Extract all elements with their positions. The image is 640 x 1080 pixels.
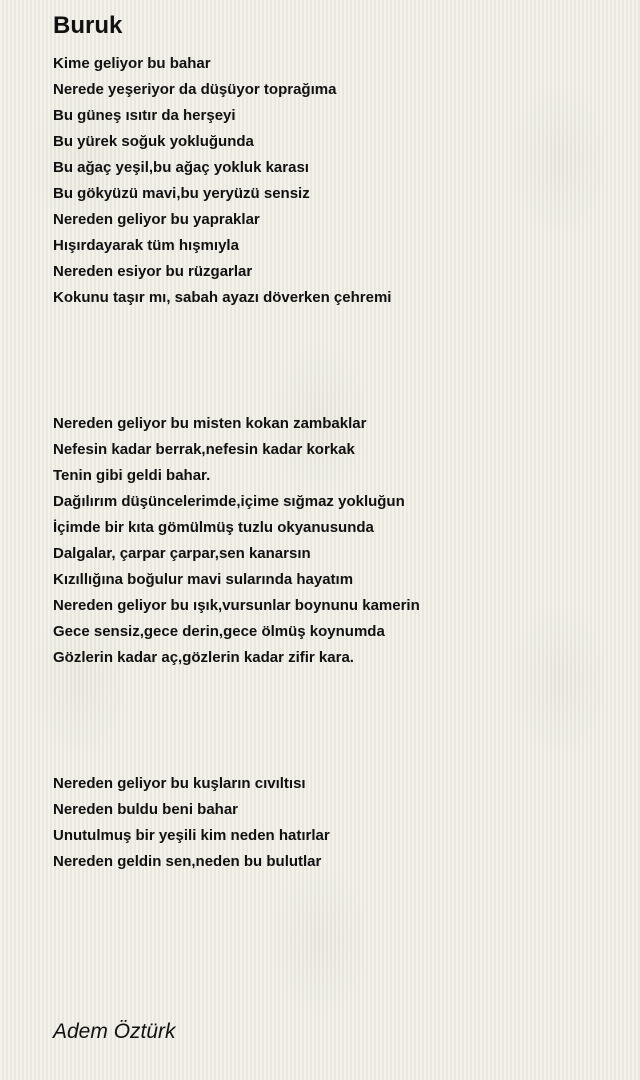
poem-line: Bu gökyüzü mavi,bu yeryüzü sensiz [53, 185, 310, 202]
stanza-3 [53, 771, 330, 875]
poem-line: Nereden geliyor bu ışık,vursunlar boynunu kamerin [53, 597, 420, 614]
poem-line: Nereden buldu beni bahar [53, 801, 239, 818]
poem-line: Gece sensiz,gece derin,gece ölmüş koynumda [53, 623, 385, 640]
poem-line: Kızıllığına boğulur mavi sularında hayatım [53, 571, 354, 588]
poem-line: Nereden geldin sen,neden bu bulutlar [53, 853, 322, 870]
poem-author: Adem Öztürk [53, 1020, 176, 1043]
poem-line: Nereden geliyor bu yapraklar [53, 211, 260, 228]
poem-line: İçimde bir kıta gömülmüş tuzlu okyanusunda [53, 519, 374, 536]
poem-line: Tenin gibi geldi bahar. [53, 467, 211, 484]
poem-line: Hışırdayarak tüm hışmıyla [53, 237, 239, 254]
stanza-2 [53, 411, 420, 671]
poem-line: Nereden geliyor bu kuşların cıvıltısı [53, 775, 306, 792]
poem-line: Gözlerin kadar aç,gözlerin kadar zifir kara. [53, 649, 354, 666]
poem-line: Nereden esiyor bu rüzgarlar [53, 263, 253, 280]
stanza-1 [53, 51, 391, 311]
poem-line: Nerede yeşeriyor da düşüyor toprağıma [53, 81, 337, 98]
poem-line: Bu ağaç yeşil,bu ağaç yokluk karası [53, 159, 309, 176]
poem-line: Kokunu taşır mı, sabah ayazı döverken çehremi [53, 289, 392, 306]
poem-line: Bu yürek soğuk yokluğunda [53, 133, 254, 150]
poem-line: Kime geliyor bu bahar [53, 55, 211, 72]
poem-line: Dalgalar, çarpar çarpar,sen kanarsın [53, 545, 311, 562]
poem-line: Nefesin kadar berrak,nefesin kadar korkak [53, 441, 355, 458]
poem-line: Nereden geliyor bu misten kokan zambaklar [53, 415, 367, 432]
poem-line: Bu güneş ısıtır da herşeyi [53, 107, 236, 124]
poem-line: Dağılırım düşüncelerimde,içime sığmaz yokluğun [53, 493, 405, 510]
poem-line: Unutulmuş bir yeşili kim neden hatırlar [53, 827, 330, 844]
poem-title: Buruk [53, 12, 123, 39]
